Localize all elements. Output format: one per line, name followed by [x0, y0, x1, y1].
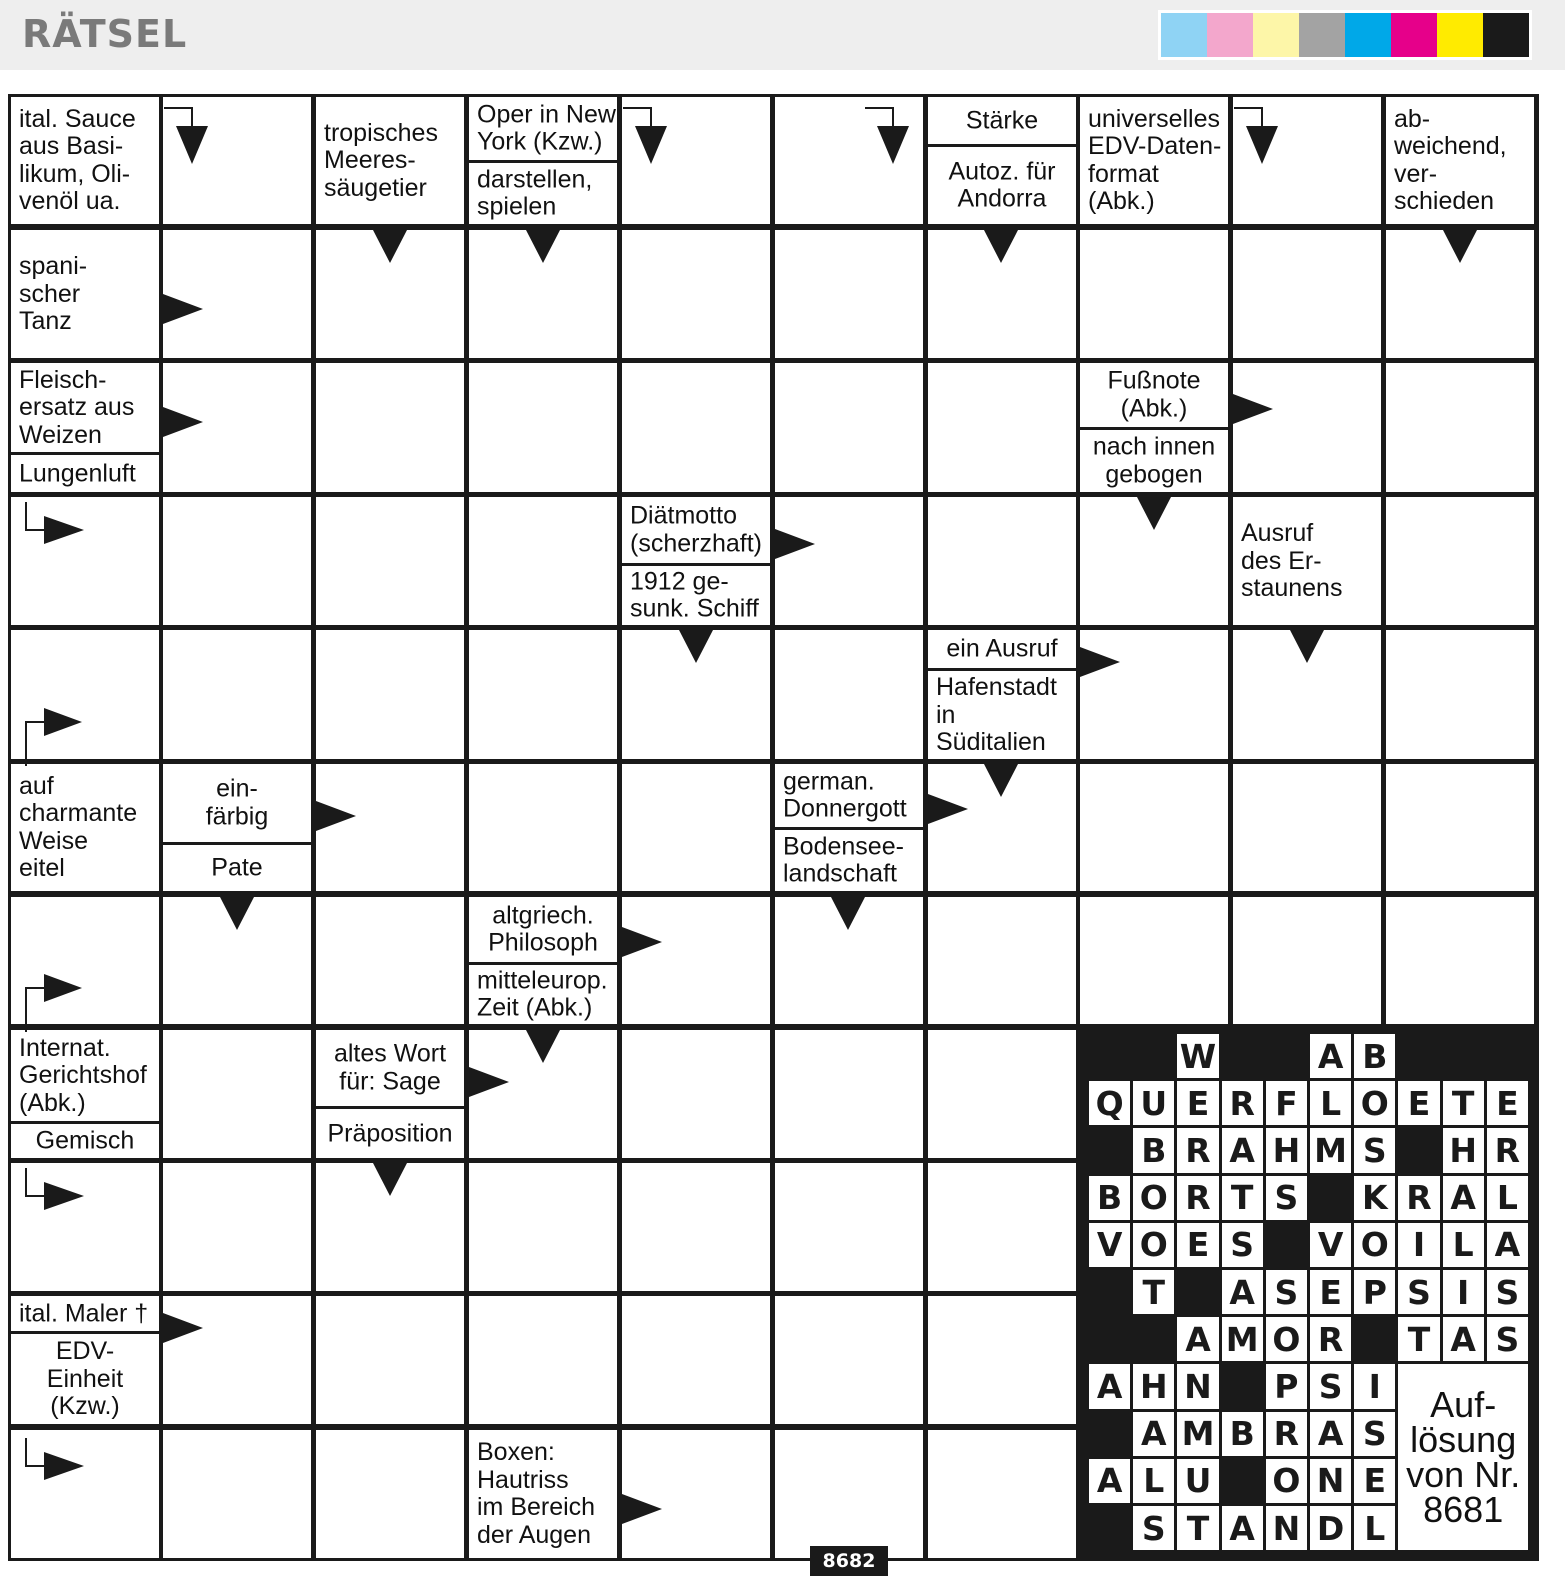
answer-cell[interactable] — [1080, 230, 1228, 358]
answer-cell[interactable] — [928, 497, 1076, 625]
header-bar — [0, 0, 1565, 70]
solution-letter: E — [1177, 1223, 1218, 1267]
solution-letter: E — [1487, 1081, 1528, 1125]
solution-letter: H — [1443, 1128, 1484, 1172]
solution-letter: E — [1177, 1081, 1218, 1125]
clue-one-color — [163, 764, 311, 842]
answer-cell[interactable] — [928, 1296, 1076, 1424]
clue-text: Ausruf des Er- staunens — [1241, 518, 1343, 602]
solution-letter: R — [1310, 1317, 1351, 1361]
solution-letter: B — [1133, 1128, 1174, 1172]
solution-letter: E — [1398, 1081, 1439, 1125]
clue-text: nach innen gebogen — [1092, 432, 1216, 488]
answer-cell[interactable] — [469, 630, 617, 759]
answer-cell[interactable] — [775, 1430, 923, 1558]
solution-letter: S — [1222, 1223, 1263, 1267]
clue-text: Gemisch — [35, 1126, 135, 1155]
clue-text: Stärke — [965, 105, 1039, 134]
clue-text: ein Ausruf — [946, 634, 1058, 663]
clue-footnote — [1080, 363, 1228, 427]
solution-letter: V — [1089, 1223, 1130, 1267]
clue-lung-air — [11, 455, 159, 492]
answer-cell[interactable] — [775, 630, 923, 759]
right-arrow-icon — [24, 502, 94, 552]
down-arrow-icon — [831, 897, 865, 931]
solution-letter: I — [1398, 1223, 1439, 1267]
color-swatch — [1345, 13, 1391, 57]
color-swatch — [1207, 13, 1253, 57]
clue-mixture — [11, 1124, 159, 1158]
right-arrow-icon — [1233, 394, 1273, 424]
right-arrow-icon — [622, 1494, 662, 1524]
clue-text: Hafenstadt in Süditalien — [936, 672, 1057, 756]
answer-cell[interactable] — [163, 1430, 311, 1558]
clue-strength — [928, 97, 1076, 144]
answer-cell[interactable] — [316, 1296, 464, 1424]
answer-cell[interactable] — [1386, 630, 1534, 759]
down-arrow-icon — [1290, 630, 1324, 664]
clue-ship-1912 — [622, 566, 770, 625]
down-arrow-icon — [1443, 230, 1477, 264]
right-arrow-icon — [163, 294, 203, 324]
solution-letter: U — [1133, 1081, 1174, 1125]
down-arrow-icon — [984, 230, 1018, 264]
answer-cell[interactable] — [622, 230, 770, 358]
clue-text: ein- färbig — [205, 774, 269, 830]
solution-letter: B — [1089, 1176, 1130, 1220]
right-arrow-icon — [775, 529, 815, 559]
solution-letter: A — [1222, 1506, 1263, 1550]
answer-cell[interactable] — [316, 1430, 464, 1558]
solution-letter: N — [1266, 1506, 1307, 1550]
answer-cell[interactable] — [469, 363, 617, 492]
clue-text: ital. Maler † — [19, 1298, 149, 1327]
clue-text: Präposition — [327, 1118, 453, 1147]
solution-letter: O — [1133, 1223, 1174, 1267]
answer-cell[interactable] — [622, 1296, 770, 1424]
solution-label: Auf- lösung von Nr. 8681 — [1398, 1364, 1528, 1550]
solution-letter: S — [1487, 1270, 1528, 1314]
color-swatch — [1391, 13, 1437, 57]
solution-letter: S — [1266, 1270, 1307, 1314]
down-arrow-icon — [1232, 106, 1282, 166]
puzzle-number: 8682 — [810, 1546, 888, 1576]
clue-preposition — [316, 1109, 464, 1158]
solution-letter: A — [1443, 1317, 1484, 1361]
clue-different — [1386, 97, 1534, 224]
solution-letter: R — [1487, 1128, 1528, 1172]
solution-letter: E — [1354, 1459, 1395, 1503]
solution-letter: R — [1398, 1176, 1439, 1220]
right-arrow-icon — [24, 1168, 94, 1218]
color-swatch — [1437, 13, 1483, 57]
solution-previous-puzzle — [1080, 1030, 1534, 1558]
answer-cell[interactable] — [928, 1030, 1076, 1158]
clue-text: Autoz. für Andorra — [948, 157, 1056, 213]
clue-meat-sub — [11, 363, 159, 452]
clue-text: Lungenluft — [19, 458, 136, 487]
solution-letter: F — [1266, 1081, 1307, 1125]
solution-letter: L — [1310, 1081, 1351, 1125]
answer-cell[interactable] — [469, 764, 617, 891]
color-swatch — [1253, 13, 1299, 57]
answer-cell[interactable] — [163, 497, 311, 625]
solution-letter: N — [1310, 1459, 1351, 1503]
solution-letter: L — [1443, 1223, 1484, 1267]
solution-letter: I — [1443, 1270, 1484, 1314]
answer-cell[interactable] — [775, 1030, 923, 1158]
solution-letter: M — [1222, 1317, 1263, 1361]
solution-letter: A — [1222, 1270, 1263, 1314]
right-arrow-icon — [316, 801, 356, 831]
clue-text: mitteleurop. Zeit (Abk.) — [477, 966, 608, 1022]
solution-letter: R — [1266, 1412, 1307, 1456]
clue-text: darstellen, spielen — [477, 165, 593, 221]
clue-diet-motto — [622, 497, 770, 563]
answer-cell[interactable] — [1386, 897, 1534, 1024]
answer-cell[interactable] — [622, 363, 770, 492]
solution-letter: T — [1398, 1317, 1439, 1361]
solution-letter: H — [1266, 1128, 1307, 1172]
clue-bent-in — [1080, 430, 1228, 492]
clue-text: altgriech. Philosoph — [488, 901, 598, 957]
solution-letter: A — [1443, 1176, 1484, 1220]
solution-letter: D — [1310, 1506, 1351, 1550]
clue-andorra — [928, 147, 1076, 224]
crossword-grid — [8, 94, 1539, 1561]
solution-letter: B — [1354, 1034, 1395, 1078]
answer-cell[interactable] — [1386, 764, 1534, 891]
solution-letter: S — [1398, 1270, 1439, 1314]
answer-cell[interactable] — [775, 363, 923, 492]
solution-letter: A — [1310, 1034, 1351, 1078]
answer-cell[interactable] — [775, 1296, 923, 1424]
clue-port-city — [928, 671, 1076, 759]
answer-cell[interactable] — [928, 363, 1076, 492]
solution-letter: U — [1177, 1459, 1218, 1503]
right-arrow-icon — [24, 1438, 94, 1488]
solution-letter: K — [1354, 1176, 1395, 1220]
solution-letter: R — [1222, 1081, 1263, 1125]
answer-cell[interactable] — [469, 1163, 617, 1291]
clue-text: german. Donnergott — [783, 767, 907, 823]
down-arrow-icon — [863, 106, 913, 166]
answer-cell[interactable] — [316, 363, 464, 492]
answer-cell[interactable] — [1233, 764, 1381, 891]
down-arrow-icon — [373, 230, 407, 264]
solution-letter: T — [1177, 1506, 1218, 1550]
answer-cell[interactable] — [622, 1030, 770, 1158]
down-arrow-icon — [373, 1163, 407, 1197]
clue-lake-region — [775, 830, 923, 891]
answer-cell[interactable] — [163, 1163, 311, 1291]
solution-letter: S — [1266, 1176, 1307, 1220]
down-arrow-icon — [526, 1030, 560, 1064]
solution-letter: A — [1310, 1412, 1351, 1456]
clue-edv-unit — [11, 1334, 159, 1424]
answer-cell[interactable] — [1233, 897, 1381, 1024]
right-arrow-icon — [469, 1067, 509, 1097]
right-arrow-icon — [24, 708, 94, 768]
answer-cell[interactable] — [316, 630, 464, 759]
down-arrow-icon — [220, 897, 254, 931]
clue-text: Diätmotto (scherzhaft) — [630, 501, 762, 557]
clue-basil-sauce — [11, 97, 159, 224]
clue-text: Oper in New York (Kzw.) — [477, 100, 616, 156]
solution-letter: O — [1354, 1081, 1395, 1125]
clue-text: 1912 ge- sunk. Schiff — [630, 567, 759, 623]
clue-text: Fußnote (Abk.) — [1107, 366, 1201, 422]
answer-cell[interactable] — [1386, 363, 1534, 492]
clue-text: Fleisch- ersatz aus Weizen — [19, 365, 135, 449]
solution-letter: A — [1089, 1459, 1130, 1503]
answer-cell[interactable] — [1080, 897, 1228, 1024]
solution-letter: O — [1266, 1317, 1307, 1361]
right-arrow-icon — [622, 927, 662, 957]
answer-cell[interactable] — [163, 630, 311, 759]
clue-icj — [11, 1030, 159, 1121]
solution-letter: A — [1089, 1364, 1130, 1408]
down-arrow-icon — [526, 230, 560, 264]
solution-letter: P — [1266, 1364, 1307, 1408]
answer-cell[interactable] — [469, 1296, 617, 1424]
answer-cell[interactable] — [1233, 363, 1381, 492]
solution-letter: M — [1310, 1128, 1351, 1172]
solution-letter: E — [1310, 1270, 1351, 1314]
clue-text: ab- weichend, ver- schieden — [1394, 104, 1507, 215]
solution-letter: B — [1222, 1412, 1263, 1456]
clue-text: tropisches Meeres- säugetier — [324, 118, 438, 202]
clue-text: Pate — [211, 853, 263, 882]
answer-cell[interactable] — [469, 497, 617, 625]
down-arrow-icon — [621, 106, 671, 166]
clue-text: universelles EDV-Daten- format (Abk.) — [1088, 104, 1222, 215]
solution-letter: A — [1222, 1128, 1263, 1172]
solution-letter: S — [1310, 1364, 1351, 1408]
solution-letter: S — [1133, 1506, 1174, 1550]
clue-text: ital. Sauce aus Basi- likum, Oli- venöl ua. — [19, 104, 136, 215]
color-swatch — [1483, 13, 1529, 57]
answer-cell[interactable] — [316, 497, 464, 625]
clue-text: spani- scher Tanz — [19, 251, 88, 335]
solution-letter: O — [1266, 1459, 1307, 1503]
solution-letter: T — [1133, 1270, 1174, 1314]
color-calibration-strip — [1158, 10, 1532, 60]
clue-old-word-saga — [316, 1030, 464, 1106]
clue-dolphin — [316, 97, 464, 224]
solution-letter: Q — [1089, 1081, 1130, 1125]
solution-letter: T — [1222, 1176, 1263, 1220]
down-arrow-icon — [162, 106, 212, 166]
solution-letter: L — [1354, 1506, 1395, 1550]
answer-cell[interactable] — [316, 897, 464, 1024]
answer-cell[interactable] — [775, 1163, 923, 1291]
solution-letter: L — [1487, 1176, 1528, 1220]
answer-cell[interactable] — [928, 897, 1076, 1024]
clue-spanish-dance — [11, 230, 159, 358]
clue-text: EDV- Einheit (Kzw.) — [46, 1336, 124, 1420]
solution-letter: R — [1177, 1176, 1218, 1220]
clue-text: Internat. Gerichtshof (Abk.) — [19, 1033, 147, 1117]
right-arrow-icon — [24, 974, 94, 1034]
solution-letter: M — [1177, 1412, 1218, 1456]
solution-letter: O — [1354, 1223, 1395, 1267]
answer-cell[interactable] — [163, 1030, 311, 1158]
solution-letter: S — [1354, 1412, 1395, 1456]
clue-data-format — [1080, 97, 1228, 224]
solution-letter: O — [1133, 1176, 1174, 1220]
clue-charming-vain — [11, 764, 159, 891]
answer-cell[interactable] — [622, 1163, 770, 1291]
answer-cell[interactable] — [1386, 497, 1534, 625]
right-arrow-icon — [1080, 647, 1120, 677]
color-swatch — [1299, 13, 1345, 57]
answer-cell[interactable] — [1233, 230, 1381, 358]
clue-philosopher — [469, 897, 617, 962]
solution-letter: S — [1354, 1128, 1395, 1172]
solution-letter: N — [1177, 1364, 1218, 1408]
clue-text: auf charmante Weise eitel — [19, 771, 138, 882]
answer-cell[interactable] — [1080, 764, 1228, 891]
solution-letter: H — [1133, 1364, 1174, 1408]
answer-cell[interactable] — [622, 897, 770, 1024]
clue-thunder-god — [775, 764, 923, 827]
solution-letter: A — [1133, 1412, 1174, 1456]
right-arrow-icon — [163, 407, 203, 437]
page-title: RÄTSEL — [22, 12, 188, 56]
clue-painter — [11, 1296, 159, 1331]
solution-letter: T — [1443, 1081, 1484, 1125]
clue-godfather — [163, 845, 311, 891]
color-swatch — [1161, 13, 1207, 57]
solution-letter: A — [1487, 1223, 1528, 1267]
down-arrow-icon — [679, 630, 713, 664]
solution-letter: L — [1133, 1459, 1174, 1503]
clue-text: Boxen: Hautriss im Bereich der Augen — [477, 1438, 596, 1549]
solution-letter: V — [1310, 1223, 1351, 1267]
solution-letter: R — [1177, 1128, 1218, 1172]
answer-cell[interactable] — [928, 1430, 1076, 1558]
clue-text: Bodensee- landschaft — [783, 832, 904, 888]
solution-letter: W — [1177, 1034, 1218, 1078]
answer-cell[interactable] — [928, 1163, 1076, 1291]
answer-cell[interactable] — [775, 230, 923, 358]
answer-cell[interactable] — [775, 497, 923, 625]
clue-perform — [469, 163, 617, 224]
clue-exclamation-wonder — [1233, 497, 1381, 625]
clue-an-exclamation — [928, 630, 1076, 668]
clue-opera-ny — [469, 97, 617, 160]
right-arrow-icon — [163, 1313, 203, 1343]
solution-letter: P — [1354, 1270, 1395, 1314]
solution-letter: I — [1354, 1364, 1395, 1408]
clue-cet — [469, 965, 617, 1024]
down-arrow-icon — [1137, 497, 1171, 531]
clue-boxing-cut — [469, 1430, 617, 1558]
solution-letter: S — [1487, 1317, 1528, 1361]
down-arrow-icon — [984, 764, 1018, 798]
solution-letter: A — [1177, 1317, 1218, 1361]
right-arrow-icon — [928, 794, 968, 824]
clue-text: altes Wort für: Sage — [333, 1039, 447, 1095]
answer-cell[interactable] — [622, 764, 770, 891]
